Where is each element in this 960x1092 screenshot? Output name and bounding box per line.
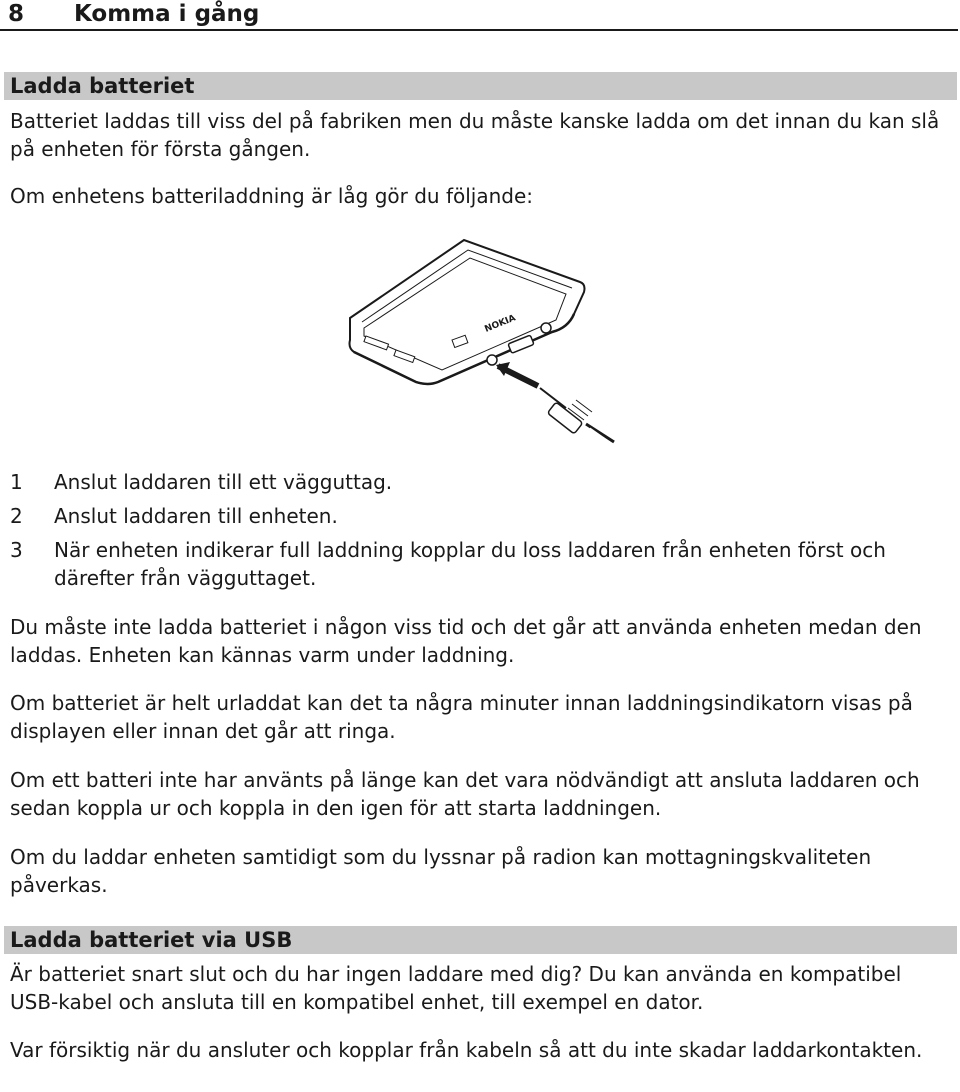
paragraph-usb-intro: Är batteriet snart slut och du har ingen laddare med dig? Du kan använda en kompatibel USB-kabel och ansluta till en kompatibel enhet, till exempel en dator.	[10, 962, 902, 1014]
steps-list	[10, 468, 950, 592]
paragraph-empty-battery: Om batteriet är helt urladdat kan det ta några minuter innan laddningsindikatorn visas på displayen eller innan det går att ringa.	[10, 691, 913, 743]
paragraph-unused-battery: Om ett batteri inte har använts på länge kan det vara nödvändigt att ansluta laddaren och sedan koppla ur och koppla in den igen för att starta laddningen.	[10, 768, 920, 820]
step-number: 3	[10, 538, 23, 562]
charger-illustration	[344, 236, 620, 446]
page-number: 8	[8, 1, 25, 27]
device-charger-drawing	[344, 236, 620, 446]
page-header	[0, 0, 958, 31]
step-text: När enheten indikerar full laddning kopplar du loss laddaren från enheten först och därefter från vägguttaget.	[54, 538, 886, 590]
step-number: 2	[10, 504, 23, 528]
step-item-3	[10, 536, 950, 592]
step-item-1	[10, 468, 950, 496]
step-text: Anslut laddaren till enheten.	[54, 504, 338, 528]
brand-text: NOKIA	[483, 313, 518, 335]
step-text: Anslut laddaren till ett vägguttag.	[54, 470, 393, 494]
section-heading-usb: Ladda batteriet via USB	[4, 926, 957, 954]
intro-paragraph: Batteriet laddas till viss del på fabriken men du måste kanske ladda om det innan du kan slå på enheten för första gången.	[10, 109, 940, 161]
paragraph-usb-caution: Var försiktig när du ansluter och kopplar från kabeln så att du inte skadar laddarkontakten.	[10, 1038, 923, 1062]
paragraph-charging-time: Du måste inte ladda batteriet i någon viss tid och det går att använda enheten medan den laddas. Enheten kan kännas varm under laddning.	[10, 615, 922, 667]
section-heading-charge: Ladda batteriet	[4, 72, 957, 100]
step-item-2	[10, 502, 950, 530]
paragraph-radio: Om du laddar enheten samtidigt som du lyssnar på radion kan mottagningskvaliteten påverkas.	[10, 845, 872, 897]
lead-in-paragraph: Om enhetens batteriladdning är låg gör du följande:	[10, 184, 534, 208]
chapter-title: Komma i gång	[74, 1, 260, 27]
step-number: 1	[10, 470, 23, 494]
